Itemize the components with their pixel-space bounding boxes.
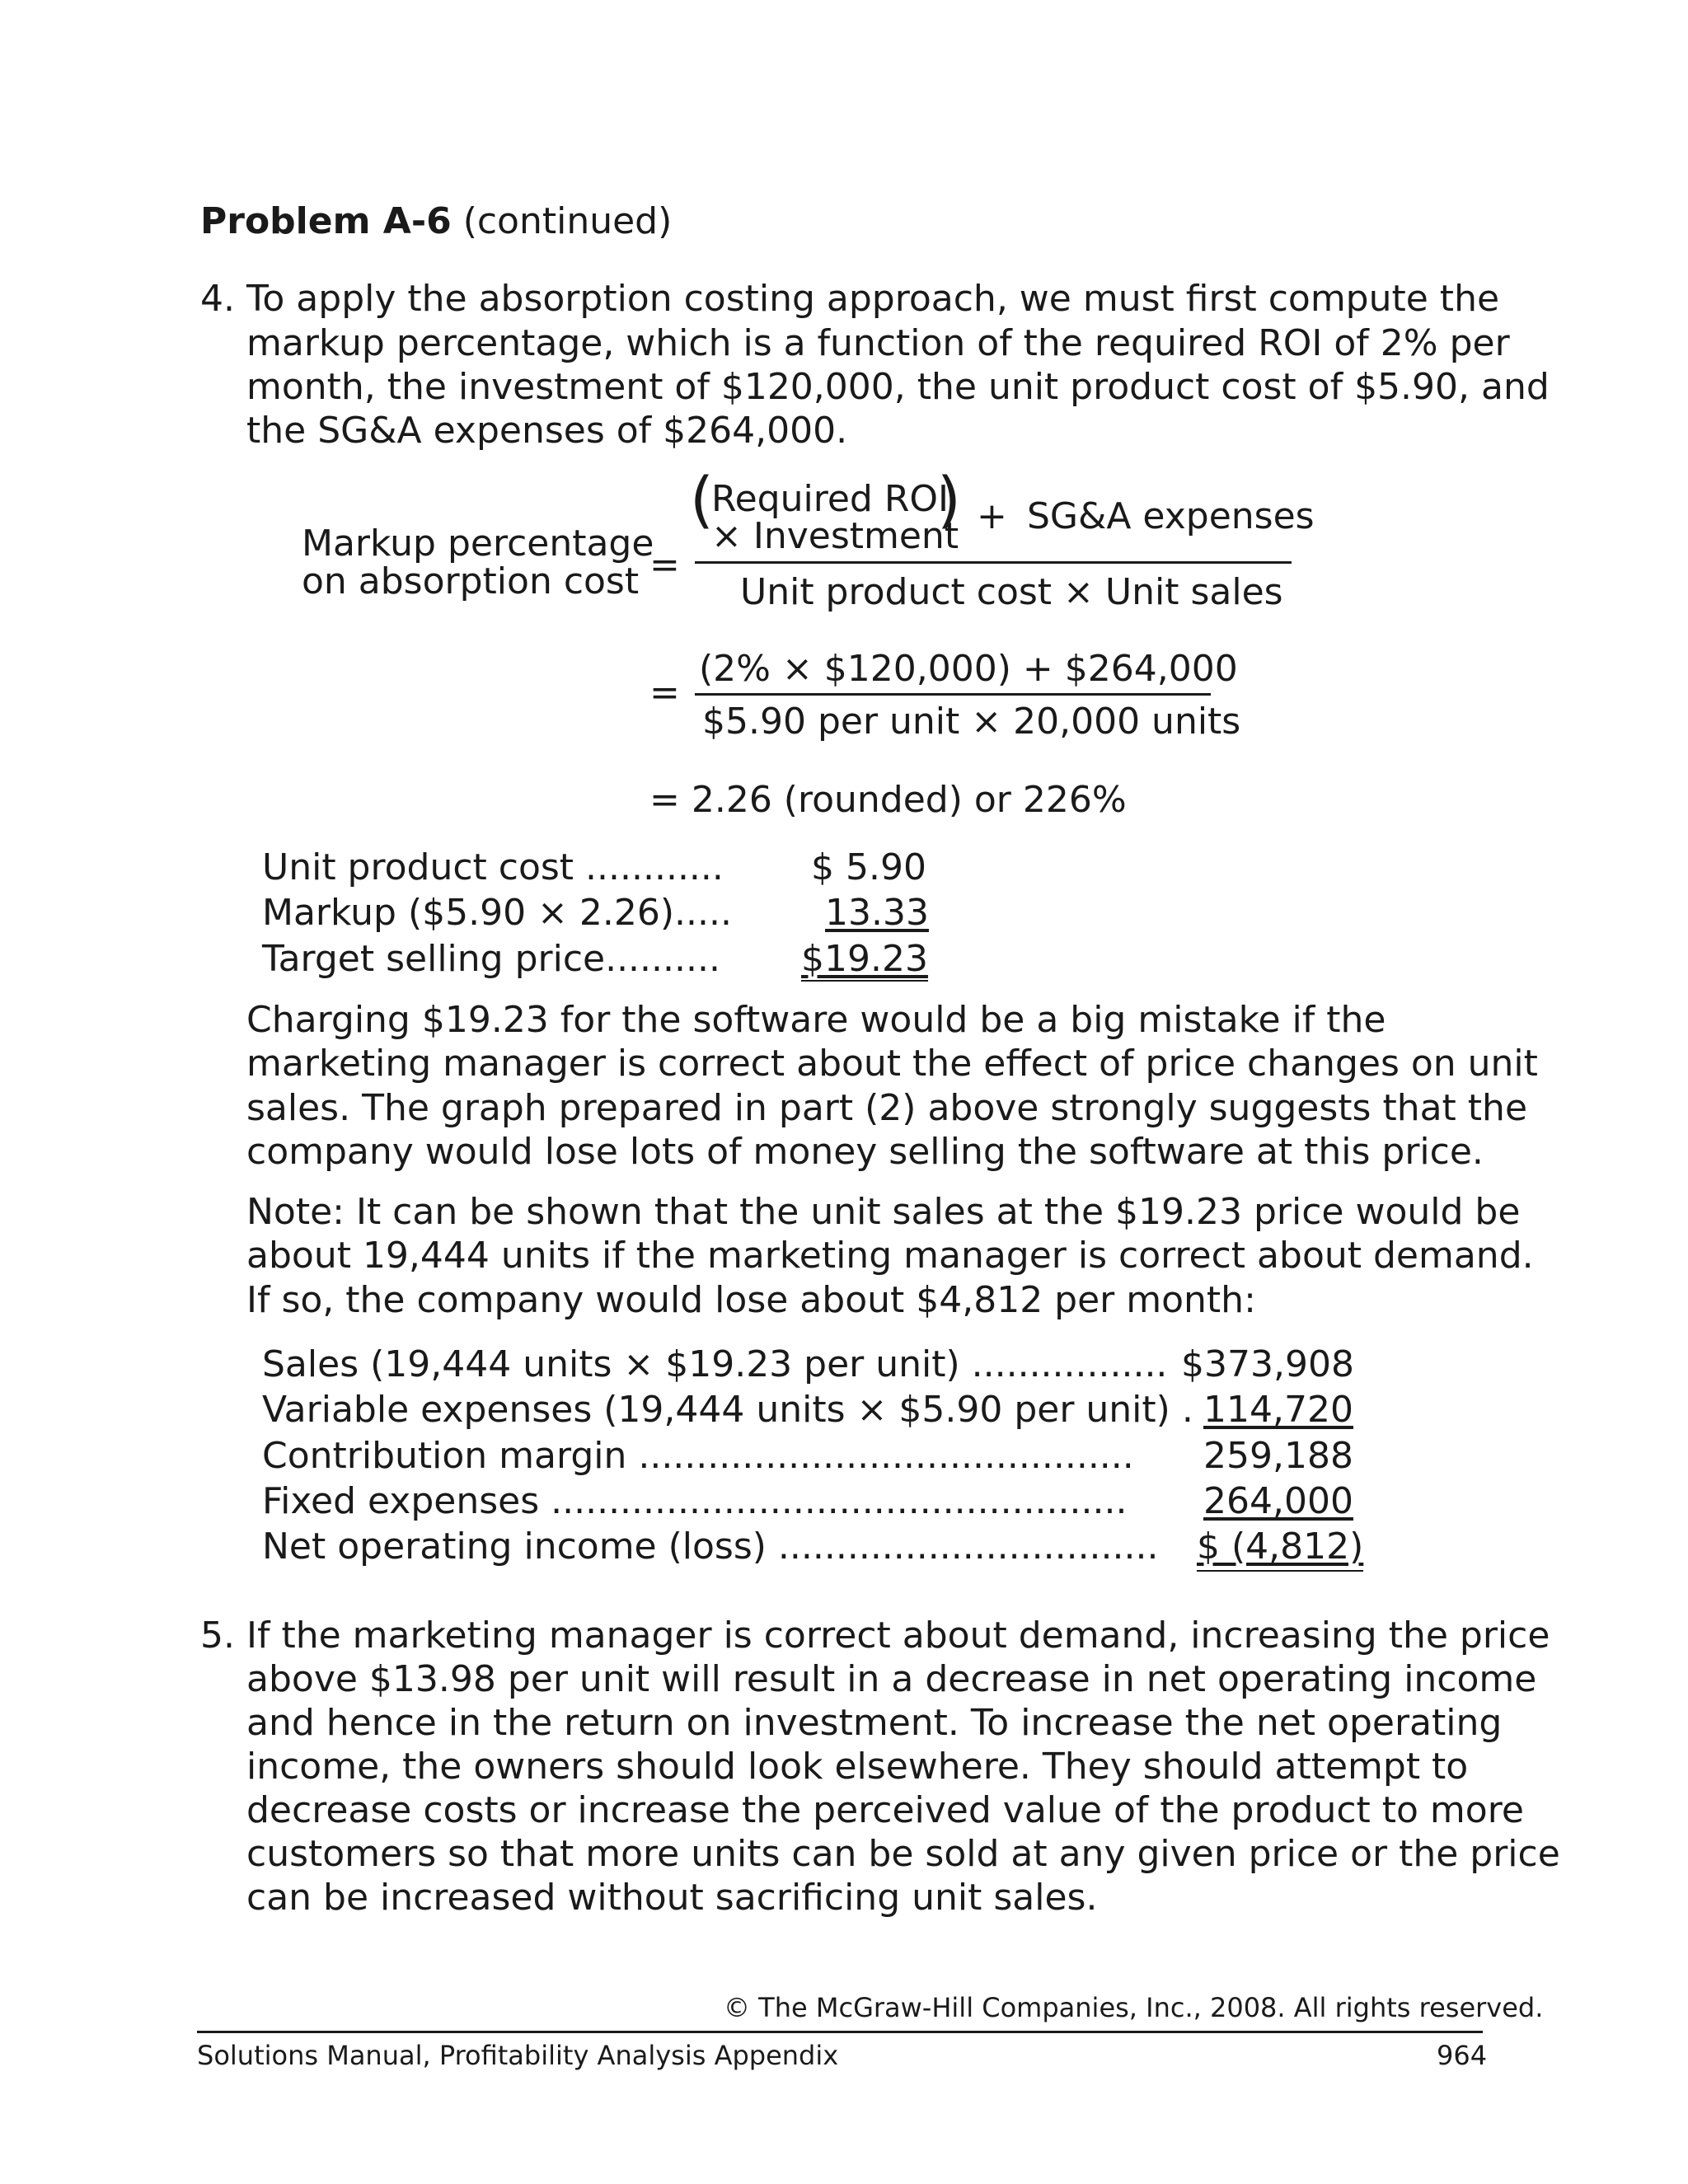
target-price-value: $19.23 (801, 938, 928, 980)
formula-denominator-2: $5.90 per unit × 20,000 units (702, 701, 1241, 743)
formula-result: = 2.26 (rounded) or 226% (649, 779, 1127, 821)
paragraph-line: marketing manager is correct about the effect of price changes on unit (246, 1043, 1538, 1085)
note-line: Note: It can be shown that the unit sales at the $19.23 price would be (246, 1191, 1521, 1233)
note-line: about 19,444 units if the marketing manager is correct about demand. (246, 1235, 1534, 1277)
item-5-line: decrease costs or increase the perceived value of the product to more (246, 1789, 1524, 1831)
price-row-value: $ 5.90 (811, 846, 926, 888)
formula-numerator-2: (2% × $120,000) + $264,000 (699, 648, 1238, 690)
item-5-line: If the marketing manager is correct about demand, increasing the price (246, 1615, 1550, 1657)
paragraph-line: sales. The graph prepared in part (2) above strongly suggests that the (246, 1087, 1528, 1129)
paragraph-line: Charging $19.23 for the software would be a big mistake if the (246, 999, 1386, 1041)
paragraph-line: company would lose lots of money selling the software at this price. (246, 1131, 1484, 1173)
item-5-line: customers so that more units can be sold at any given price or the price (246, 1833, 1560, 1875)
left-paren: ( (690, 465, 714, 536)
item-5-line: and hence in the return on investment. To increase the net operating (246, 1702, 1503, 1744)
income-row-value: 114,720 (1203, 1389, 1353, 1431)
income-row-value: 259,188 (1203, 1435, 1353, 1477)
income-row-value: $373,908 (1181, 1343, 1354, 1385)
item-4-line: the SG&A expenses of $264,000. (246, 410, 848, 452)
income-row-label: Sales (19,444 units × $19.23 per unit) ................. (262, 1343, 1168, 1385)
price-row-label: Unit product cost ............ (262, 846, 724, 888)
numerator-investment: × Investment (711, 515, 959, 557)
price-row-value (801, 938, 928, 982)
income-row-value: $ (4,812) (1197, 1526, 1363, 1572)
formula-lhs-line1: Markup percentage (302, 523, 654, 565)
heading-continued: (continued) (451, 200, 673, 242)
income-row-label: Fixed expenses .................................................. (262, 1480, 1128, 1522)
footer-copyright: © The McGraw-Hill Companies, Inc., 2008. All rights reserved. (724, 1992, 1544, 2023)
income-row-label: Net operating income (loss) ................................. (262, 1526, 1159, 1568)
formula-equals: = (649, 544, 680, 586)
income-row-value: 264,000 (1203, 1480, 1353, 1522)
footer-manual-title: Solutions Manual, Profitability Analysis Appendix (197, 2040, 839, 2071)
price-row-label: Markup ($5.90 × 2.26)..... (262, 892, 732, 934)
right-paren: ) (937, 465, 961, 536)
income-row-label: Variable expenses (19,444 units × $5.90 per unit) . (262, 1389, 1193, 1431)
income-row-label: Contribution margin ........................................... (262, 1435, 1134, 1477)
item-4-line: month, the investment of $120,000, the unit product cost of $5.90, and (246, 366, 1550, 408)
fraction-bar (695, 561, 1292, 564)
fraction-bar-2 (695, 693, 1211, 696)
item-5-line: can be increased without sacrificing unit sales. (246, 1877, 1098, 1919)
item-5-line: above $13.98 per unit will result in a decrease in net operating income (246, 1658, 1537, 1700)
page-number: 964 (1437, 2040, 1488, 2071)
note-line: If so, the company would lose about $4,812 per month: (246, 1279, 1256, 1321)
formula-denominator: Unit product cost × Unit sales (740, 571, 1283, 613)
formula-lhs-line2: on absorption cost (302, 560, 640, 602)
item-4-line: markup percentage, which is a function of the required ROI of 2% per (246, 322, 1510, 364)
item-4-number: 4. (200, 278, 235, 320)
numerator-plus: + (977, 495, 1007, 537)
page-heading (200, 200, 673, 242)
net-income-value (1197, 1526, 1364, 1568)
item-4-line: To apply the absorption costing approach, we must first compute the (246, 278, 1500, 320)
price-row-value: 13.33 (825, 892, 929, 934)
item-5-line: income, the owners should look elsewhere. They should attempt to (246, 1746, 1469, 1788)
problem-label: Problem A-6 (200, 200, 452, 242)
numerator-sga: SG&A expenses (1027, 495, 1315, 537)
footer-rule (197, 2031, 1483, 2033)
formula-equals-2: = (649, 672, 680, 714)
item-5-number: 5. (200, 1615, 235, 1657)
price-row-label: Target selling price.......... (262, 938, 720, 980)
numerator-required-roi: Required ROI (711, 478, 949, 520)
